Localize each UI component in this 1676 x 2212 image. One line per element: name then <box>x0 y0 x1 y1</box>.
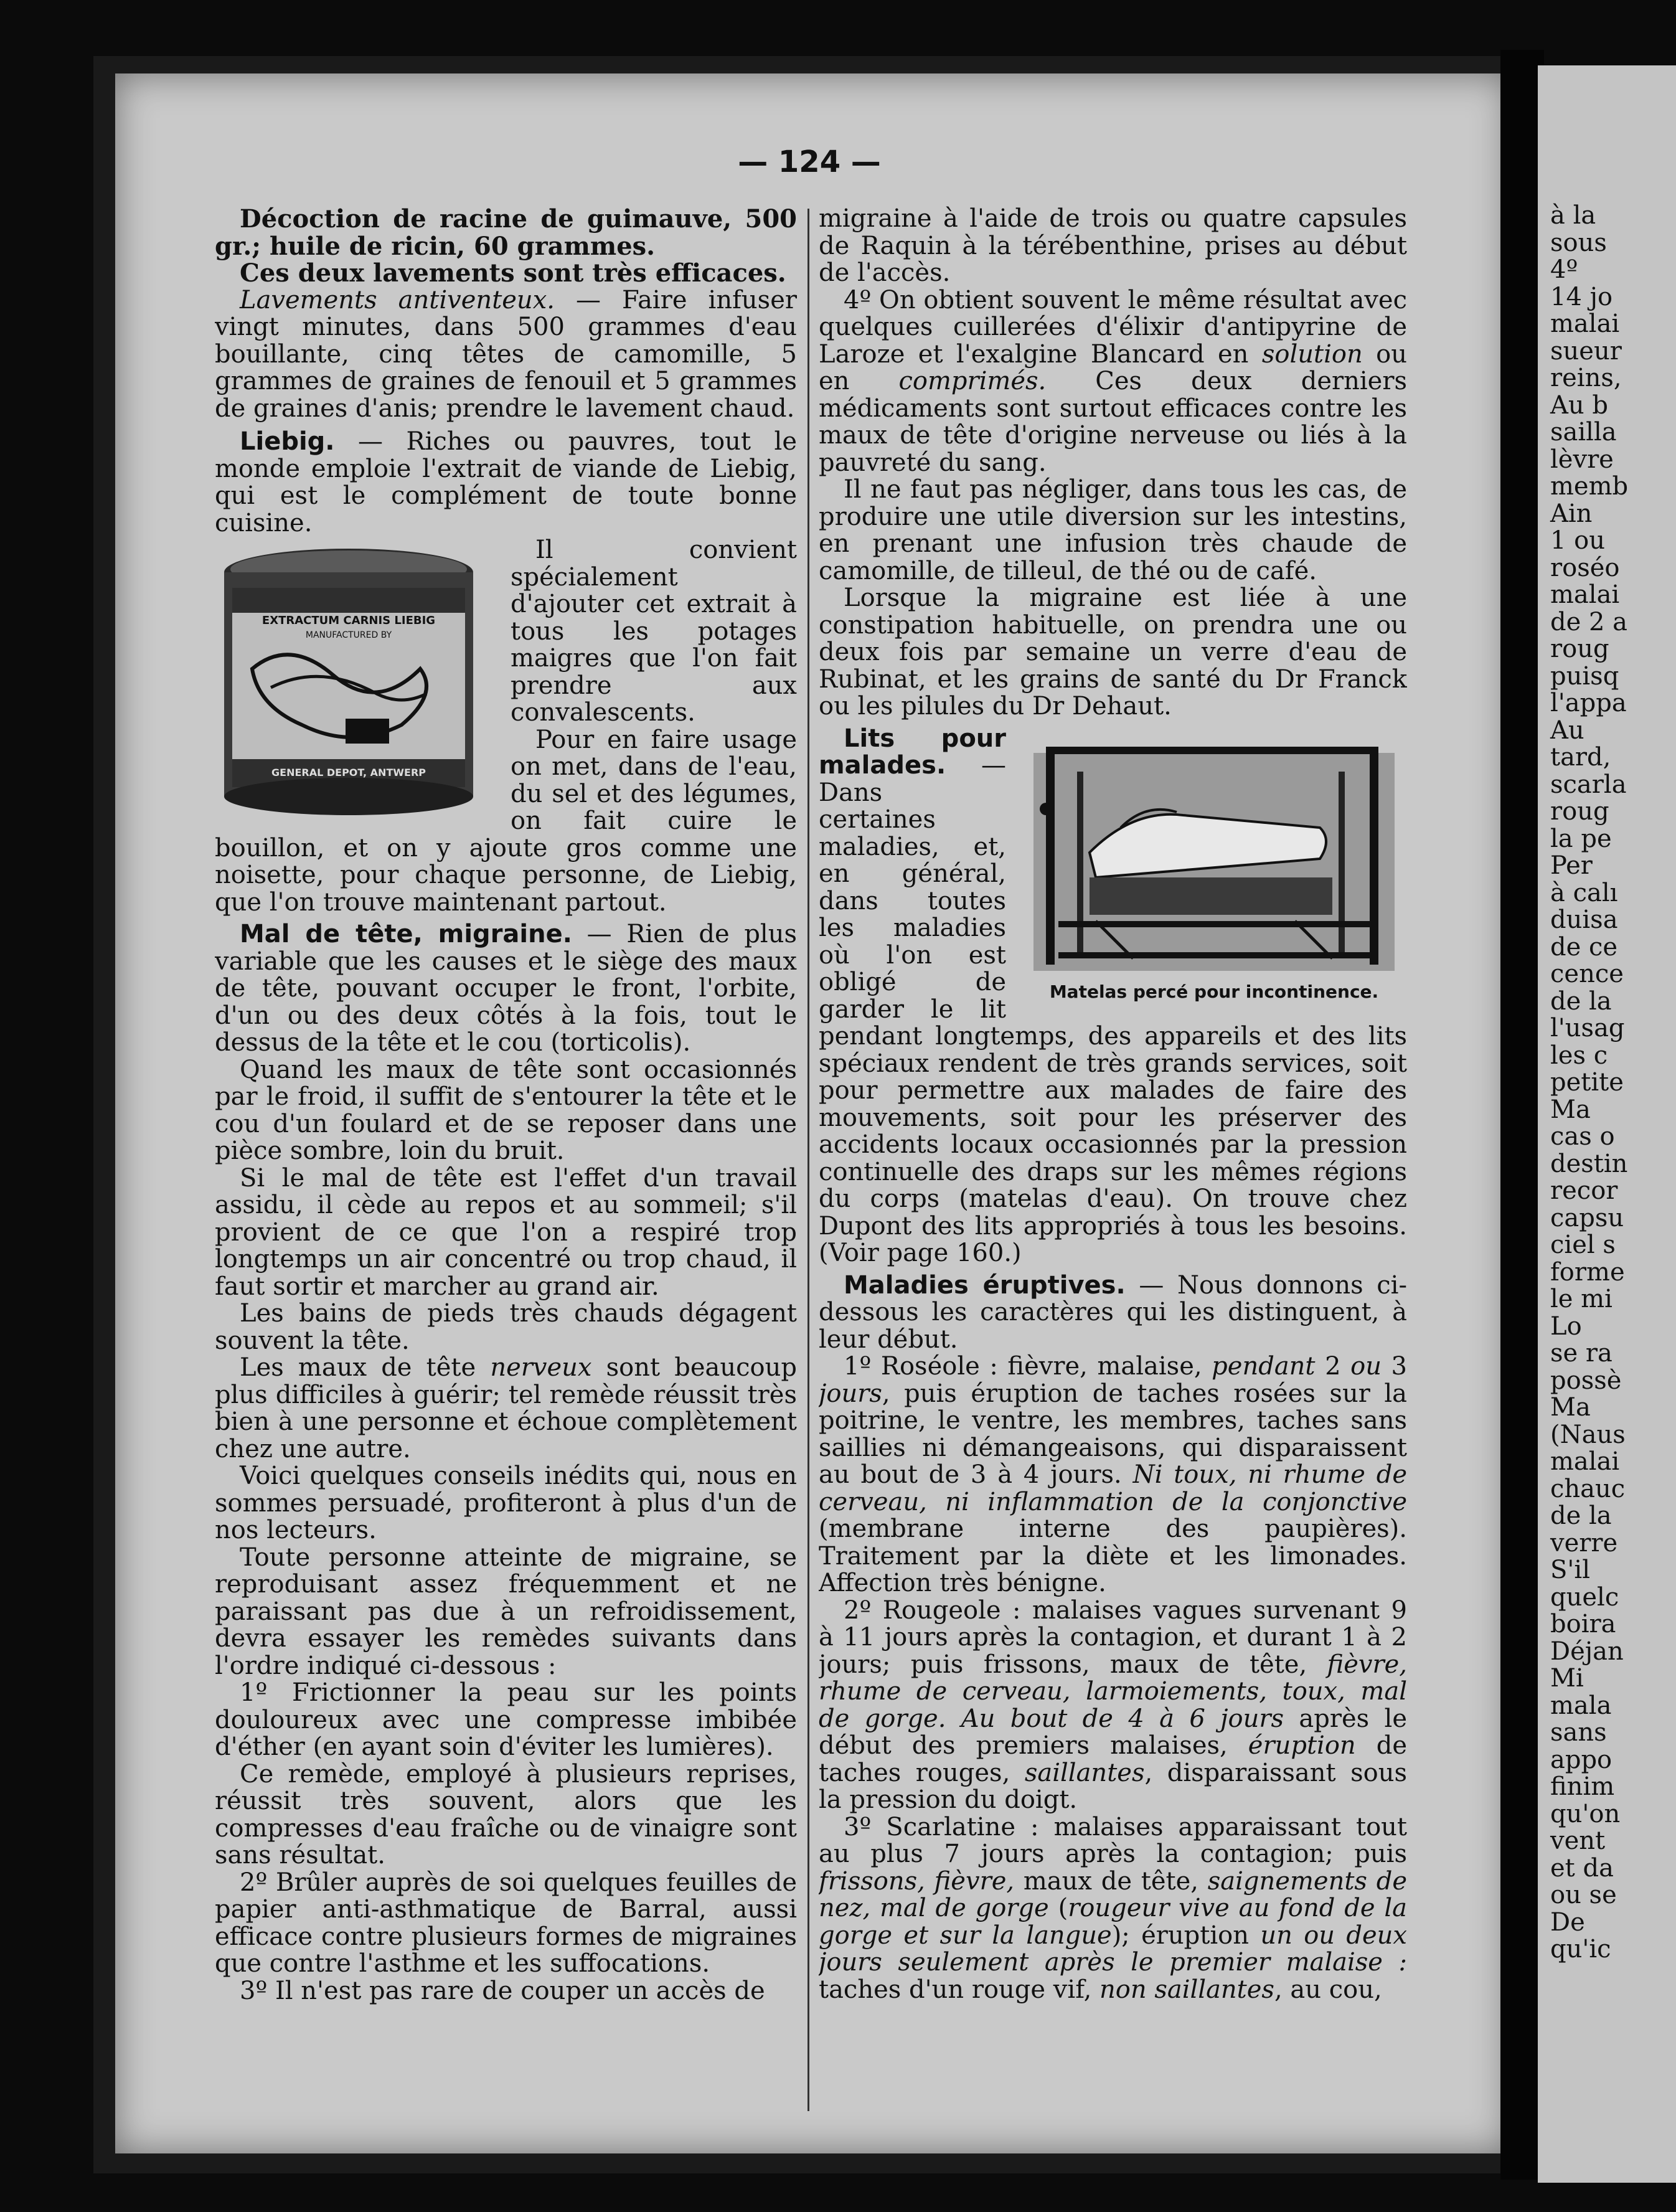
next-page-text-fragment: De <box>1550 1907 1585 1937</box>
next-page-text-fragment: chauc <box>1550 1474 1626 1503</box>
right-column <box>819 206 1407 2111</box>
paragraph <box>215 921 797 1057</box>
text: ( <box>1048 1894 1068 1922</box>
next-page-text-fragment: malai <box>1550 1447 1620 1476</box>
next-page-text-fragment: roséo <box>1550 553 1620 582</box>
text-italic: fièvre, rhume de cerveau, larmoiements, toux, mal de gorge. Au bout de 4 à 6 jours <box>819 1650 1407 1733</box>
paragraph: migraine à l'aide de trois ou quatre capsules de Raquin à la térébenthine, prises au début de l'accès. <box>819 206 1407 287</box>
next-page-text-fragment: boira <box>1550 1610 1616 1638</box>
next-page-text-fragment: tard, <box>1550 743 1611 772</box>
next-page-text-fragment: Déjan <box>1550 1637 1624 1666</box>
can-label: GENERAL DEPOT, ANTWERP <box>271 767 426 778</box>
next-page-text-fragment: S'il <box>1550 1556 1590 1584</box>
text: , disparaissant sous la pression du doigt. <box>819 1758 1407 1814</box>
next-page-text-fragment: Per <box>1550 851 1593 880</box>
paragraph <box>215 428 797 537</box>
paragraph <box>819 1353 1407 1597</box>
next-page-text-fragment: cence <box>1550 960 1624 988</box>
paragraph <box>215 287 797 423</box>
next-page-text-fragment: mala <box>1550 1691 1612 1720</box>
next-page-text-fragment: forme <box>1550 1257 1625 1287</box>
paragraph <box>819 1597 1407 1814</box>
next-page-text-fragment: Au <box>1550 716 1584 745</box>
next-page-text-fragment: de ce <box>1550 932 1618 962</box>
text: , puis éruption de taches rosées sur la poitrine, le ventre, les membres, taches sans saillies ni démangeaisons, qui disparaissent au bout de 3 à 4 jours. <box>819 1379 1407 1489</box>
next-page-text-fragment: à la <box>1550 201 1596 230</box>
text-italic: frissons, fièvre, <box>819 1866 1015 1896</box>
can-label: EXTRACTUM CARNIS LIEBIG <box>261 614 436 627</box>
next-page-text-fragment: l'usag <box>1550 1014 1625 1042</box>
next-page-text-fragment: de la <box>1550 986 1612 1016</box>
next-page-text-fragment: reins, <box>1550 364 1622 392</box>
text-italic: éruption <box>1248 1731 1356 1760</box>
text-italic: un ou deux jours seulement après le premier malaise : <box>819 1921 1407 1977</box>
text: sont beaucoup plus difficiles à guérir; tel remède réussit très bien à une personne et échoue complètement chez une autre. <box>215 1353 797 1463</box>
text: de taches rouges, <box>819 1731 1407 1787</box>
paragraph: Ces deux lavements sont très efficaces. <box>240 258 786 288</box>
next-page-text-fragment: roug <box>1550 797 1609 826</box>
paragraph: Si le mal de tête est l'effet d'un travail assidu, il cède au repos et au sommeil; s'il provient de ce que l'on a respiré trop longtemps un air concentré ou trop chaud, il faut sortir et marcher au grand air. <box>215 1163 797 1301</box>
left-column <box>215 206 797 2111</box>
next-page-text-fragment: scarla <box>1550 770 1627 799</box>
next-page-text-fragment: recor <box>1550 1176 1618 1205</box>
text-italic: Ni toux, ni rhume de cerveau, ni inflammation de la conjonctive <box>819 1460 1407 1516</box>
page-number: — 124 — <box>738 144 881 179</box>
next-page-text-fragment: de 2 a <box>1550 607 1628 636</box>
section-heading: Lits pour malades. <box>819 724 1006 780</box>
next-page-text-fragment: lèvre <box>1550 445 1614 474</box>
text-italic: nerveux <box>490 1353 592 1382</box>
text: — Riches ou pauvres, tout le monde emploie l'extrait de viande de Liebig, qui est le complément de toute bonne cuisine. <box>215 427 797 537</box>
text: ou en <box>819 339 1407 395</box>
next-page-text-fragment: sous <box>1550 228 1607 257</box>
paragraph: Les bains de pieds très chauds dégagent souvent la tête. <box>215 1299 797 1355</box>
text: 3 <box>1381 1352 1407 1381</box>
next-page-edge <box>1538 65 1676 2183</box>
next-page-text-fragment: Mi <box>1550 1664 1584 1693</box>
next-page-text-fragment: petite <box>1550 1068 1624 1097</box>
text: Ces deux derniers médicaments sont surtout efficaces contre les maux de tête d'origine nerveuse ou liés à la pauvreté du sang. <box>819 367 1407 477</box>
figure-caption: Matelas percé pour incontinence. <box>1049 981 1379 1002</box>
text-italic: comprimés. <box>898 367 1047 395</box>
paragraph: 2º Brûler auprès de soi quelques feuilles de papier anti-asthmatique de Barral, aussi efficace contre plusieurs formes de migraines que contre l'asthme et les suffocations. <box>215 1868 797 1978</box>
text: ); éruption <box>1111 1921 1261 1950</box>
next-page-text-fragment: sueur <box>1550 336 1622 366</box>
text-italic: pendant <box>1212 1352 1316 1381</box>
paragraph: Il ne faut pas négliger, dans tous les cas, de produire une utile diversion sur les intestins, en prenant une infusion très chaude de camomille, de tilleul, de thé ou de café. <box>819 475 1407 585</box>
next-page-text-fragment: cas o <box>1550 1122 1615 1151</box>
next-page-text-fragment: malai <box>1550 310 1620 338</box>
next-page-text-fragment: finim <box>1550 1772 1615 1801</box>
paragraph <box>819 1814 1407 2004</box>
next-page-text-fragment: roug <box>1550 635 1609 663</box>
next-page-text-fragment: 1 ou <box>1550 526 1606 555</box>
next-page-text-fragment: destin <box>1550 1149 1628 1178</box>
text: maux de tête, <box>1014 1866 1208 1896</box>
next-page-text-fragment: ou se <box>1550 1881 1617 1909</box>
text: — Faire infuser vingt minutes, dans 500 grammes d'eau bouillante, cinq têtes de camomille, 5 grammes de graines de fenouil et 5 grammes de graines d'anis; prendre le lavement chaud. <box>215 285 797 423</box>
paragraph: Voici quelques conseils inédits qui, nous en sommes persuadé, profiteront à plus d'un de nos lecteurs. <box>215 1462 797 1544</box>
next-page-text-fragment: malai <box>1550 580 1620 609</box>
text: Les maux de tête <box>240 1353 491 1382</box>
text: — Dans certaines maladies, et, en général, dans toutes les maladies où l'on est obligé de garder le lit pendant longtemps, des appareils et des lits spéciaux rendent de très grands services, soit pour permettre aux malades de faire des mouvements, soit pour les préserver des accidents locaux occasionnés par la pression continuelle des draps sur les mêmes régions du corps (matelas d'eau). On trouve chez Dupont des lits appropriés à tous les besoins. (Voir page 160.) <box>819 751 1407 1267</box>
text-italic: jours <box>819 1379 882 1408</box>
next-page-text-fragment: qu'ic <box>1550 1935 1611 1964</box>
text: 4º On obtient souvent le même résultat avec quelques cuillerées d'élixir d'antipyrine de Laroze et l'exalgine Blancard en <box>819 285 1407 369</box>
text-italic: saignements de nez, mal de gorge <box>819 1866 1407 1922</box>
text: , au cou, <box>1274 1975 1382 2004</box>
section-heading: Mal de tête, migraine. <box>240 920 572 948</box>
jar-drawing <box>215 544 498 825</box>
next-page-text-fragment: la pe <box>1550 824 1612 853</box>
next-page-text-fragment: se ra <box>1550 1339 1612 1368</box>
paragraph: Pour en faire usage on met, dans de l'eau, du sel et des légumes, on fait cuire le bouillon, et on y ajoute gros comme une noisette, pour chaque personne, de Liebig, que l'on trouve maintenant partout. <box>215 725 797 917</box>
text: 2º Rougeole : malaises vagues survenant 9 à 11 jours après la contagion, et durant 1 à 2 jours; puis frissons, maux de tête, <box>819 1595 1407 1679</box>
text: 3º Scarlatine : malaises apparaissant tout au plus 7 jours après la contagion; puis <box>819 1812 1407 1868</box>
next-page-text-fragment: capsu <box>1550 1203 1624 1232</box>
text: — Nous donnons ci-dessous les caractères qui les distinguent, à leur début. <box>819 1270 1407 1354</box>
next-page-text-fragment: et da <box>1550 1853 1614 1883</box>
section-heading: Maladies éruptives. <box>844 1270 1126 1300</box>
bed-drawing <box>1021 734 1407 977</box>
text: (membrane interne des paupières). Traitement par la diète et les limonades. Affection très bénigne. <box>819 1515 1407 1597</box>
next-page-text-fragment: sailla <box>1550 418 1617 447</box>
next-page-text-fragment: vent <box>1550 1827 1606 1855</box>
next-page-text-fragment: puisq <box>1550 661 1619 691</box>
next-page-text-fragment: à calı <box>1550 878 1618 907</box>
next-page-text-fragment: verre <box>1550 1528 1618 1557</box>
next-page-text-fragment: Ain <box>1550 499 1593 528</box>
paragraph: Lorsque la migraine est liée à une constipation habituelle, on prendra une ou deux fois par semaine un verre d'eau de Rubinat, et les grains de santé du Dr Franck ou les pilules du Dr Dehaut. <box>819 584 1407 721</box>
text-italic: ou <box>1350 1352 1382 1381</box>
next-page-text-fragment: 14 jo <box>1550 282 1613 311</box>
paragraph: 3º Il n'est pas rare de couper un accès de <box>240 1976 765 2005</box>
next-page-text-fragment: Au b <box>1550 390 1608 420</box>
next-page-text-fragment: Ma <box>1550 1393 1591 1422</box>
paragraph: Il convient spécialement d'ajouter cet extrait à tous les potages maigres que l'on fait prendre aux convalescents. <box>511 536 797 727</box>
paragraph <box>819 1272 1407 1354</box>
paragraph <box>819 287 1407 477</box>
next-page-text-fragment: possè <box>1550 1366 1622 1395</box>
next-page-text-fragment: 4º <box>1550 255 1578 284</box>
hospital-bed-illustration <box>1021 734 1407 1002</box>
section-heading: Liebig. <box>240 427 335 456</box>
next-page-text-fragment: duisa <box>1550 905 1618 934</box>
next-page-text-fragment: memb <box>1550 472 1629 501</box>
paragraph: Décoction de racine de guimauve, 500 gr.; huile de ricin, 60 grammes. <box>215 206 797 261</box>
next-page-text-fragment: de la <box>1550 1501 1612 1530</box>
text-italic: solution <box>1261 339 1363 369</box>
text: après le début des premiers malaises, <box>819 1704 1407 1760</box>
next-page-text-fragment: sans <box>1550 1718 1607 1747</box>
next-page-text-fragment: quelc <box>1550 1582 1619 1612</box>
column-rule <box>807 209 809 2111</box>
text: 2 <box>1315 1352 1351 1381</box>
text: — Rien de plus variable que les causes et le siège des maux de tête, pouvant occuper le front, l'orbite, d'un ou des deux côtés à la fois, tout le dessus de la tête et le cou (torticolis). <box>215 920 797 1057</box>
paragraph: Toute personne atteinte de migraine, se reproduisant assez fréquemment et ne paraissant pas due à un refroidissement, devra essayer les remèdes suivants dans l'ordre indiqué ci-dessous : <box>215 1543 797 1680</box>
next-page-text-fragment: (Naus <box>1550 1420 1626 1449</box>
liebig-extract-jar-illustration <box>215 544 498 825</box>
next-page-text-fragment: ciel s <box>1550 1231 1616 1259</box>
next-page-text-fragment: les c <box>1550 1041 1608 1070</box>
next-page-text-fragment: appo <box>1550 1745 1612 1774</box>
next-page-text-fragment: le mi <box>1550 1285 1612 1313</box>
paragraph: 1º Frictionner la peau sur les points douloureux avec une compresse imbibée d'éther (en ayant soin d'éviter les lumières). <box>215 1678 797 1761</box>
text: taches d'un rouge vif, <box>819 1975 1099 2004</box>
paragraph: Quand les maux de tête sont occasionnés par le froid, il suffit de s'entourer la tête et le cou d'un foulard et de se reposer dans une pièce sombre, loin du bruit. <box>215 1055 797 1165</box>
next-page-text-fragment: qu'on <box>1550 1799 1621 1828</box>
text: 1º Roséole : fièvre, malaise, <box>844 1352 1212 1381</box>
paragraph <box>215 1354 797 1463</box>
next-page-text-fragment: Lo <box>1550 1312 1582 1341</box>
next-page-text-fragment: Ma <box>1550 1095 1591 1124</box>
text-italic: rougeur vive au fond de la gorge et sur la langue <box>819 1894 1407 1950</box>
paragraph: Ce remède, employé à plusieurs reprises, réussit très souvent, alors que les compresses d'eau fraîche ou de vinaigre sont sans résultat. <box>215 1759 797 1869</box>
next-page-text-fragment: l'appa <box>1550 689 1627 717</box>
subheading: Lavements antiventeux. <box>240 285 555 314</box>
text-italic: saillantes <box>1024 1758 1145 1787</box>
can-label: MANUFACTURED BY <box>305 630 392 640</box>
text-italic: non saillantes <box>1099 1975 1274 2004</box>
